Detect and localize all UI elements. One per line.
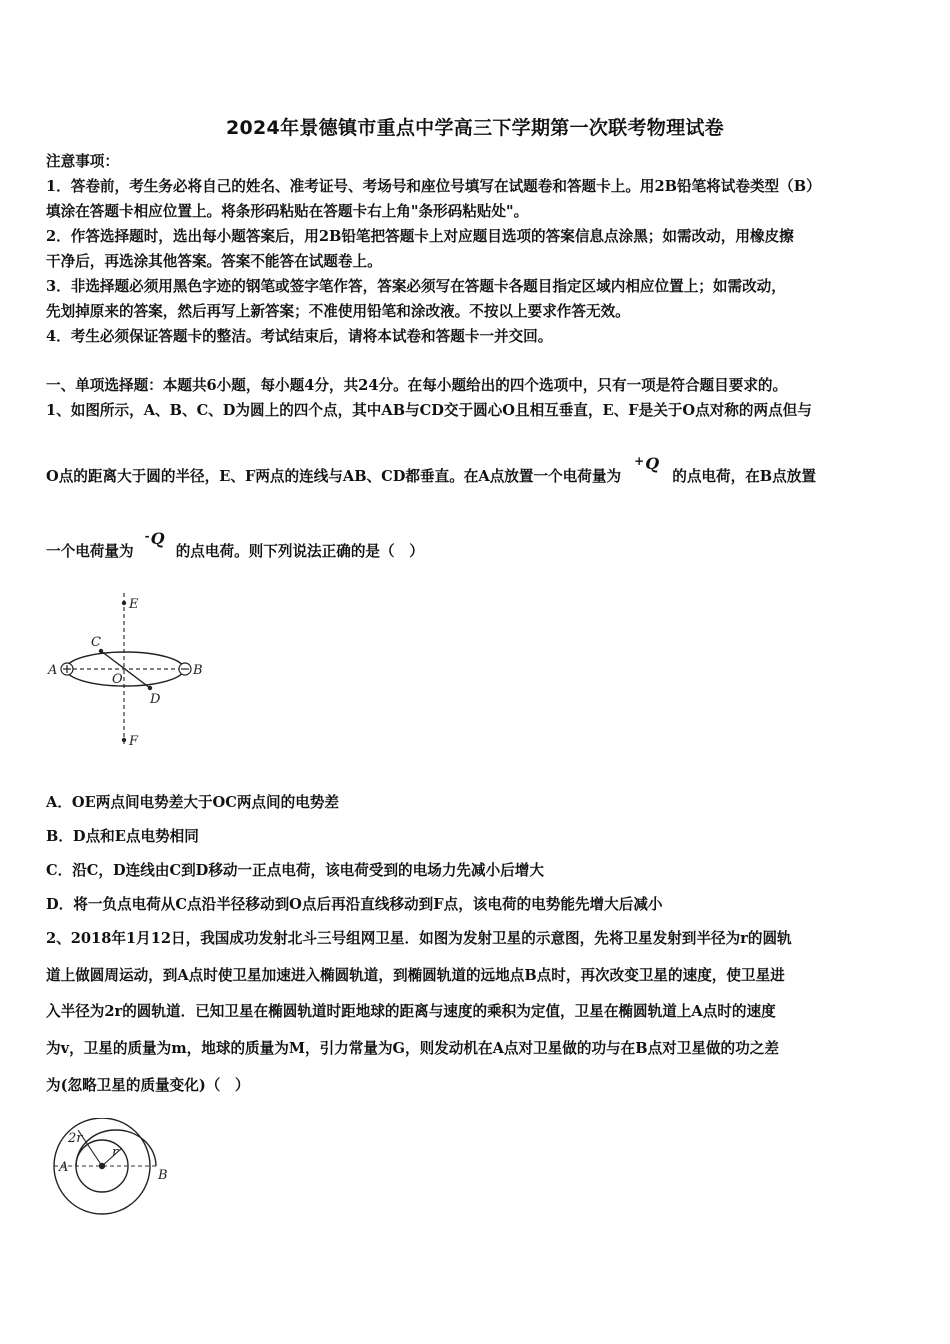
point-e xyxy=(122,601,126,605)
earth-icon xyxy=(99,1163,105,1169)
q2-diagram xyxy=(44,1118,184,1218)
label-2r: 2r xyxy=(68,1131,83,1146)
option-c: C．沿C，D连线由C到D移动一正点电荷，该电荷受到的电场力先减小后增大 xyxy=(46,862,544,879)
q2-stem-line: 2、2018年1月12日，我国成功发射北斗三号组网卫星．如图为发射卫星的示意图，先将卫星发射到半径为r的圆轨 xyxy=(46,930,792,947)
point-d xyxy=(148,686,152,690)
label-b: B xyxy=(158,1168,168,1183)
label-r: r xyxy=(112,1145,119,1160)
q1-stem-line: 1、如图所示，A、B、C、D为圆上的四个点，其中AB与CD交于圆心O且相互垂直，E、F是关于O点对称的两点但与 xyxy=(46,402,812,419)
q1-stem-line-2 xyxy=(46,454,916,487)
label-c: C xyxy=(91,635,101,650)
q2-stem-line: 为(忽略卫星的质量变化)（ ） xyxy=(46,1077,250,1094)
notice-line: 干净后，再选涂其他答案。答案不能答在试题卷上。 xyxy=(46,253,382,270)
option-a: A．OE两点间电势差大于OC两点间的电势差 xyxy=(46,794,339,811)
notice-line: 3．非选择题必须用黑色字迹的钢笔或签字笔作答，答案必须写在答题卡各题目指定区域内相应位置上；如需改动， xyxy=(46,278,786,295)
q2-stem-line: 道上做圆周运动，到A点时使卫星加速进入椭圆轨道，到椭圆轨道的远地点B点时，再次改变卫星的速度，使卫星进 xyxy=(46,967,785,984)
label-a: A xyxy=(48,663,58,678)
section-heading: 一、单项选择题：本题共6小题，每小题4分，共24分。在每小题给出的四个选项中，只有一项是符合题目要求的。 xyxy=(46,377,788,394)
label-f: F xyxy=(129,734,139,749)
label-o: O xyxy=(112,672,123,687)
point-f xyxy=(122,738,126,742)
q1-stem-text: 的点电荷。则下列说法正确的是（ ） xyxy=(175,543,424,560)
charge-negative: -Q xyxy=(144,529,165,548)
label-e: E xyxy=(129,597,139,612)
q1-diagram xyxy=(40,585,220,760)
label-b: B xyxy=(193,663,203,678)
option-d: D．将一负点电荷从C点沿半径移动到O点后再沿直线移动到F点，该电荷的电势能先增大后减小 xyxy=(46,896,663,913)
notice-line: 先划掉原来的答案，然后再写上新答案；不准使用铅笔和涂改液。不按以上要求作答无效。 xyxy=(46,303,630,320)
notice-line: 2．作答选择题时，选出每小题答案后，用2B铅笔把答题卡上对应题目选项的答案信息点涂黑；如需改动，用橡皮擦 xyxy=(46,228,794,245)
notice-line: 填涂在答题卡相应位置上。将条形码粘贴在答题卡右上角"条形码粘贴处"。 xyxy=(46,203,529,220)
label-d: D xyxy=(150,692,161,707)
q2-stem-line: 为v，卫星的质量为m，地球的质量为M，引力常量为G，则发动机在A点对卫星做的功与在B点对卫星做的功之差 xyxy=(46,1040,779,1057)
notice-line: 1．答卷前，考生务必将自己的姓名、准考证号、考场号和座位号填写在试题卷和答题卡上。用2B铅笔将试卷类型（B） xyxy=(46,178,821,195)
charge-positive: +Q xyxy=(634,454,660,473)
notice-heading: 注意事项： xyxy=(46,153,119,170)
q2-stem-line: 入半径为2r的圆轨道．已知卫星在椭圆轨道时距地球的距离与速度的乘积为定值，卫星在椭圆轨道上A点时的速度 xyxy=(46,1003,776,1020)
q1-stem-text: 一个电荷量为 xyxy=(46,543,134,560)
q1-stem-line-3 xyxy=(46,529,916,562)
notice-line: 4．考生必须保证答题卡的整洁。考试结束后，请将本试卷和答题卡一并交回。 xyxy=(46,328,553,345)
option-b: B．D点和E点电势相同 xyxy=(46,828,199,845)
label-a: A xyxy=(59,1160,69,1175)
q1-stem-text: 的点电荷，在B点放置 xyxy=(672,468,816,485)
q1-stem-text: O点的距离大于圆的半径，E、F两点的连线与AB、CD都垂直。在A点放置一个电荷量为 xyxy=(46,468,622,485)
page-title: 2024年景德镇市重点中学高三下学期第一次联考物理试卷 xyxy=(226,117,724,139)
